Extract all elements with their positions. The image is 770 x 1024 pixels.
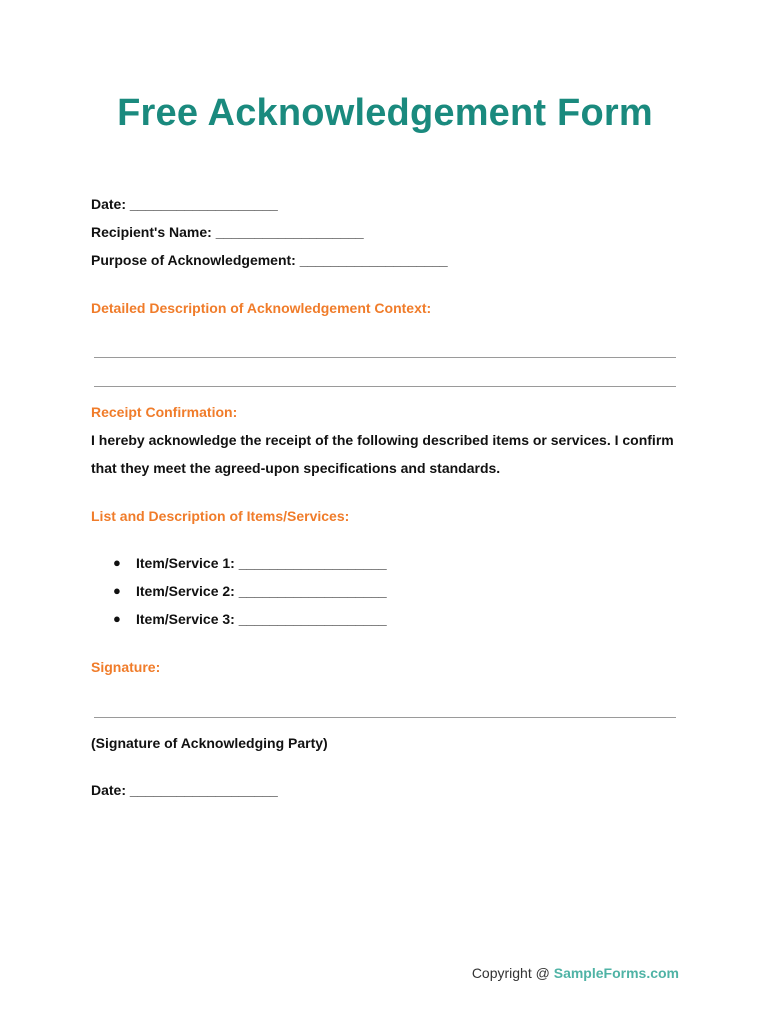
receipt-heading: Receipt Confirmation: [91,404,238,420]
date-field: Date: ___________________ [91,196,278,212]
copyright-footer [472,965,679,981]
list-item [91,608,387,636]
copyright-text: Copyright @ [471,965,554,981]
item-text: Item/Service 2: ___________________ [136,583,387,599]
context-line-2 [94,386,676,387]
signature-heading: Signature: [91,659,161,675]
item-text: Item/Service 1: ___________________ [136,555,387,571]
recipient-name-field: Recipient's Name: ___________________ [91,224,364,240]
item-text: Item/Service 3: ___________________ [136,611,387,627]
receipt-text: I hereby acknowledge the receipt of the following described items or services. I confirm that they meet the agreed-upon specifications and standards. [91,432,674,476]
page-title: Free Acknowledgement Form [117,92,653,134]
bullet-icon: ● [113,611,121,626]
bullet-icon: ● [113,583,121,598]
signature-caption: (Signature of Acknowledging Party) [91,735,328,751]
signature-date-field: Date: ___________________ [91,782,278,798]
purpose-field: Purpose of Acknowledgement: ___________________ [91,252,448,268]
bullet-icon: ● [113,555,121,570]
signature-line [94,717,676,718]
context-heading: Detailed Description of Acknowledgement Context: [91,300,432,316]
context-line-1 [94,357,676,358]
items-list [91,552,387,636]
brand-link[interactable]: SampleForms.com [553,965,679,981]
list-item [91,552,387,580]
list-item [91,580,387,608]
items-heading: List and Description of Items/Services: [91,508,350,524]
